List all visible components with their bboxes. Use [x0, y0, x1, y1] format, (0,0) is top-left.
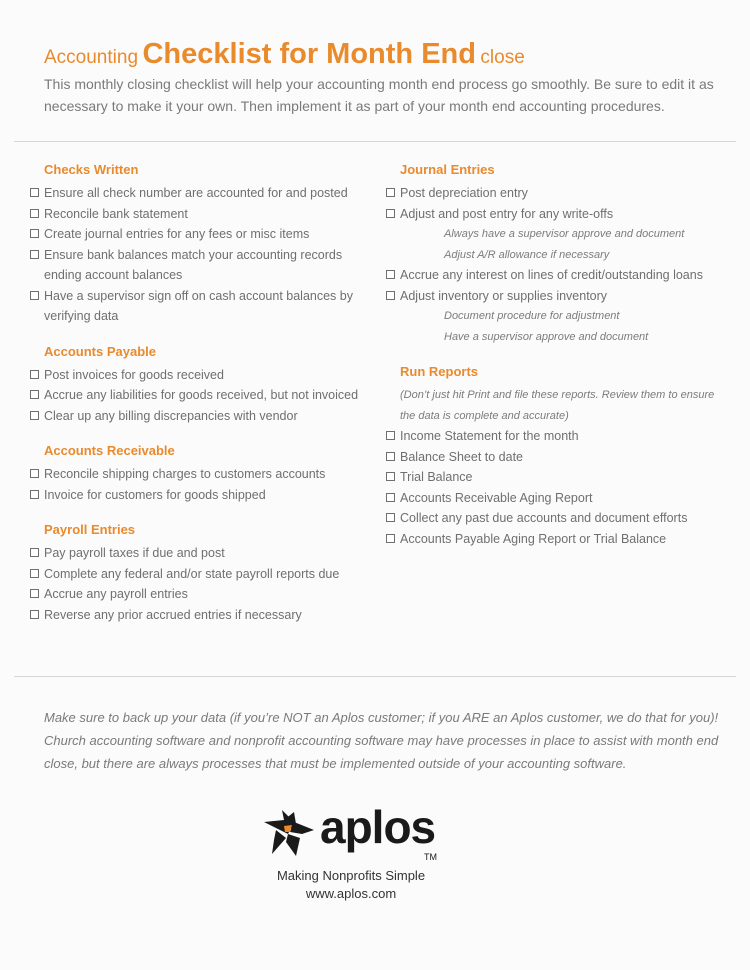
checkbox[interactable]	[30, 589, 39, 598]
title-main: Checklist for Month End	[142, 38, 476, 70]
sub-note: Have a supervisor approve and document	[444, 330, 649, 343]
checklist-item: Income Statement for the month	[386, 426, 731, 447]
checklist-item: Accrue any interest on lines of credit/outstanding loans	[386, 265, 731, 286]
logo-wordmark: aplos	[320, 801, 436, 853]
footer-note: Make sure to back up your data (if you’re NOT an Aplos customer; if you ARE an Aplos customer, we do that for you)! Church accounting software and nonprofit accounting software may have processes in place to assist with month end close, but there are always processes that must be implemented outside of your accounting software.	[44, 710, 719, 771]
aplos-logo	[262, 801, 462, 868]
checkbox[interactable]	[386, 513, 395, 522]
website-url: www.aplos.com	[305, 886, 397, 901]
checklist-item: Ensure bank balances match your accounting records ending account balances	[30, 245, 375, 286]
checkbox[interactable]	[30, 229, 39, 238]
checklist-item: Trial Balance	[386, 467, 731, 488]
checkbox[interactable]	[30, 188, 39, 197]
section-journal-entries	[386, 160, 731, 347]
right-column	[386, 160, 731, 564]
checkbox[interactable]	[30, 250, 39, 259]
checkbox[interactable]	[30, 370, 39, 379]
bottom-divider	[14, 676, 736, 677]
section-run-reports	[386, 362, 731, 549]
checklist-item: Have a supervisor sign off on cash account balances by verifying data	[30, 286, 375, 327]
section-title: Run Reports	[400, 364, 478, 379]
checkbox[interactable]	[30, 209, 39, 218]
checklist-item: Invoice for customers for goods shipped	[30, 485, 375, 506]
checklist-item: Reconcile bank statement	[30, 204, 375, 225]
checklist-item: Reverse any prior accrued entries if necessary	[30, 605, 375, 626]
section-title: Payroll Entries	[44, 522, 136, 537]
checkbox[interactable]	[386, 270, 395, 279]
checkbox[interactable]	[30, 411, 39, 420]
checklist-item: Accrue any liabilities for goods received, but not invoiced	[30, 385, 375, 406]
checklist-item: Complete any federal and/or state payroll reports due	[30, 564, 375, 585]
title-suffix: close	[480, 47, 525, 68]
checklist-item: Create journal entries for any fees or misc items	[30, 224, 375, 245]
checklist-item: Collect any past due accounts and document efforts	[386, 508, 731, 529]
checklist-item: Post invoices for goods received	[30, 365, 375, 386]
checkbox[interactable]	[386, 291, 395, 300]
checklist-item: Balance Sheet to date	[386, 447, 731, 468]
section-accounts-payable	[30, 342, 375, 427]
checkbox[interactable]	[30, 490, 39, 499]
checklist-item: Post depreciation entry	[386, 183, 731, 204]
top-divider	[14, 141, 736, 142]
tagline: Making Nonprofits Simple	[276, 868, 426, 883]
checkbox[interactable]	[386, 209, 395, 218]
sub-note: Always have a supervisor approve and document	[444, 228, 685, 240]
section-title: Journal Entries	[400, 162, 495, 177]
checkbox[interactable]	[386, 452, 395, 461]
section-title: Accounts Payable	[44, 343, 156, 359]
title-prefix: Accounting	[44, 47, 139, 68]
trademark: TM	[424, 852, 437, 862]
reports-note: (Don’t just hit Print and file these reports. Review them to ensure the data is complete and accurate)	[400, 389, 715, 422]
checkbox[interactable]	[386, 493, 395, 502]
section-payroll-entries	[30, 520, 375, 625]
checklist-item: Pay payroll taxes if due and post	[30, 543, 375, 564]
left-column	[30, 160, 375, 640]
checklist-item: Ensure all check number are accounted for and posted	[30, 183, 375, 204]
checkbox[interactable]	[386, 472, 395, 481]
page-title	[44, 38, 525, 71]
checkbox[interactable]	[30, 291, 39, 300]
checkbox[interactable]	[30, 390, 39, 399]
intro-text: This monthly closing checklist will help your accounting month end process go smoothly. Be sure to edit it as necessary to make it your own. Then implement it as part of your month end accounting procedures.	[44, 76, 714, 114]
checklist-item: Accounts Receivable Aging Report	[386, 488, 731, 509]
checkbox[interactable]	[386, 534, 395, 543]
checkbox[interactable]	[30, 610, 39, 619]
section-title: Checks Written	[44, 162, 139, 177]
checkbox[interactable]	[30, 469, 39, 478]
checkbox[interactable]	[386, 431, 395, 440]
checklist-item: Reconcile shipping charges to customers accounts	[30, 464, 375, 485]
section-title: Accounts Receivable	[44, 443, 175, 458]
checklist-item: Clear up any billing discrepancies with vendor	[30, 406, 375, 427]
checklist-item: Accrue any payroll entries	[30, 584, 375, 605]
checklist-item: Accounts Payable Aging Report or Trial Balance	[386, 529, 731, 550]
checklist-item: Adjust and post entry for any write-offs	[386, 204, 731, 225]
checkbox[interactable]	[386, 188, 395, 197]
sub-note: Adjust A/R allowance if necessary	[444, 248, 610, 261]
checkbox[interactable]	[30, 569, 39, 578]
section-accounts-receivable	[30, 441, 375, 505]
checklist-item: Adjust inventory or supplies inventory	[386, 286, 731, 307]
section-checks-written	[30, 160, 375, 327]
sub-note: Document procedure for adjustment	[444, 310, 620, 322]
checkbox[interactable]	[30, 548, 39, 557]
aplos-star-icon	[262, 808, 320, 858]
